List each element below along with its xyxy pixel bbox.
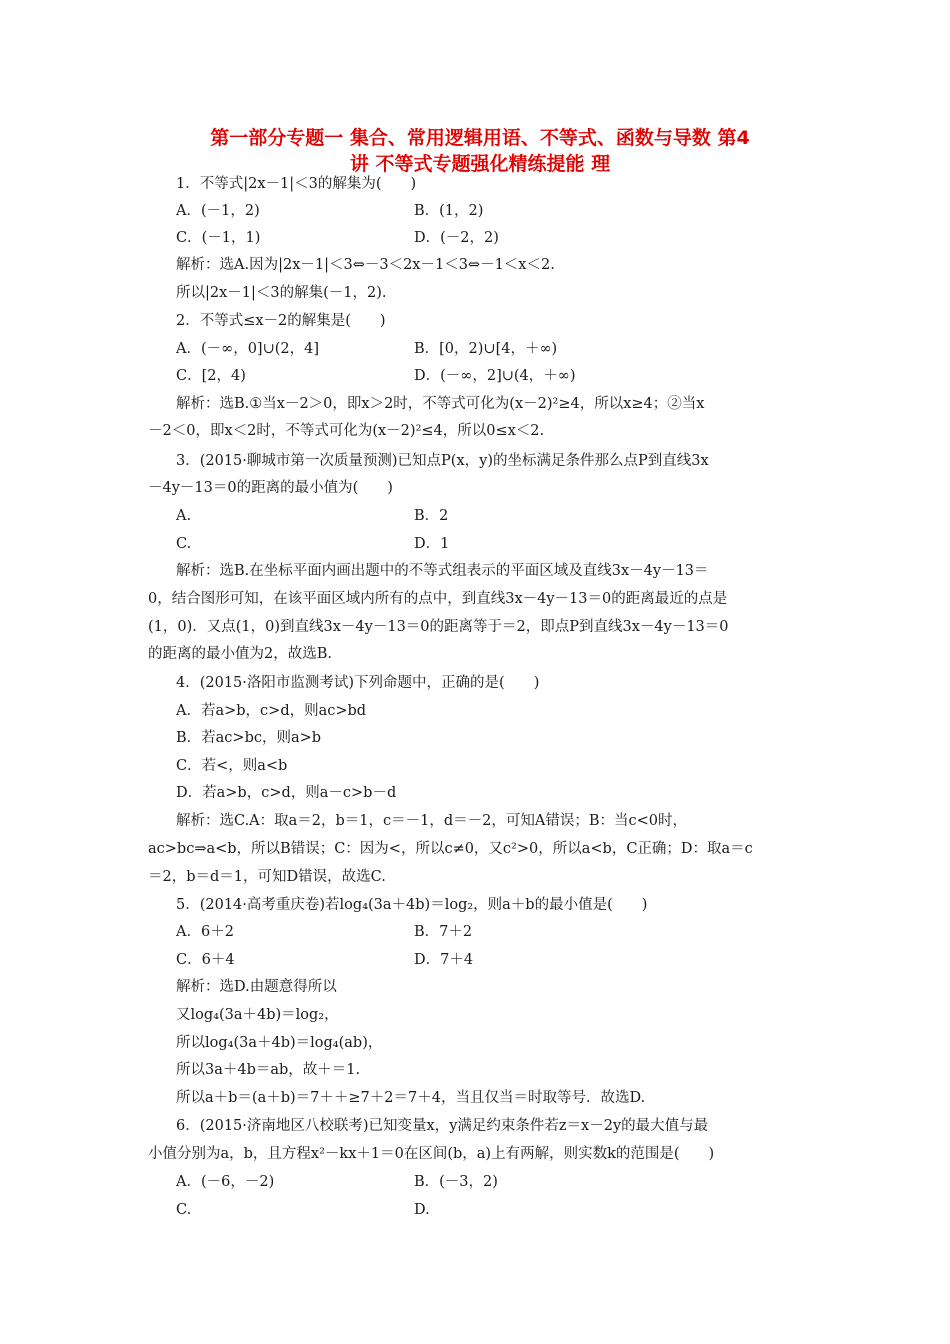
question-1-option-a: A．(－1，2) xyxy=(176,203,260,219)
question-4-solution-line-2: ac>bc⇒a<b，所以B错误；C：因为<，所以c≠0，又c²>0，所以a<b，C正确；D：取a＝c xyxy=(148,841,753,857)
question-1-stem: 1．不等式|2x－1|＜3的解集为( ) xyxy=(176,176,417,192)
question-4-solution-line-3: ＝2，b＝d＝1，可知D错误，故选C. xyxy=(148,869,386,885)
question-3-solution-line-3: (1，0)．又点(1，0)到直线3x－4y－13＝0的距离等于＝2，即点P到直线3x－4y－13＝0 xyxy=(148,619,729,635)
question-6-option-d: D. xyxy=(414,1202,430,1218)
question-5-option-a: A．6＋2 xyxy=(176,924,234,940)
question-4-option-d: D．若a>b，c>d，则a－c>b－d xyxy=(176,785,397,801)
question-5-option-c: C．6＋4 xyxy=(176,952,235,968)
question-4-option-a: A．若a>b，c>d，则ac>bd xyxy=(176,703,367,719)
question-4-solution-line-1: 解析：选C.A：取a＝2，b＝1，c＝－1，d＝－2，可知A错误；B：当c<0时， xyxy=(176,813,688,829)
question-3-option-c: C. xyxy=(176,536,192,552)
document-title-line-2: 讲 不等式专题强化精练提能 理 xyxy=(349,153,611,175)
question-4-option-c: C．若<，则a<b xyxy=(176,758,288,774)
question-5-solution-line-5: 所以a＋b＝(a＋b)＝7＋＋≥7＋2＝7＋4，当且仅当＝时取等号．故选D. xyxy=(176,1090,646,1106)
question-3-option-a: A. xyxy=(176,508,192,524)
question-5-option-d: D．7＋4 xyxy=(414,952,474,968)
question-5-option-b: B．7＋2 xyxy=(414,924,473,940)
question-6-option-c: C. xyxy=(176,1202,192,1218)
question-5-solution-line-1: 解析：选D.由题意得所以 xyxy=(176,979,337,995)
question-5-stem: 5．(2014·高考重庆卷)若log₄(3a＋4b)＝log₂，则a＋b的最小值是( ) xyxy=(176,897,648,913)
question-3-option-d: D．1 xyxy=(414,536,450,552)
question-3-stem-line-1: 3．(2015·聊城市第一次质量预测)已知点P(x，y)的坐标满足条件那么点P到直线3x xyxy=(176,453,709,469)
document-title-line-1: 第一部分专题一 集合、常用逻辑用语、不等式、函数与导数 第4 xyxy=(210,127,750,149)
question-4-stem: 4．(2015·洛阳市监测考试)下列命题中，正确的是( ) xyxy=(176,675,540,691)
question-3-solution-line-2: 0，结合图形可知，在该平面区域内所有的点中，到直线3x－4y－13＝0的距离最近的点是 xyxy=(148,591,728,607)
question-6-option-a: A．(－6，－2) xyxy=(176,1174,275,1190)
question-1-option-b: B．(1，2) xyxy=(414,203,484,219)
question-5-solution-line-3: 所以log₄(3a＋4b)＝log₄(ab)， xyxy=(176,1035,383,1051)
question-5-solution-line-4: 所以3a＋4b＝ab，故＋＝1. xyxy=(176,1062,361,1078)
question-2-option-b: B．[0，2)∪[4，＋∞) xyxy=(414,341,558,357)
question-2-solution-line-2: －2＜0，即x＜2时，不等式可化为(x－2)²≤4，所以0≤x＜2. xyxy=(148,423,545,439)
question-6-stem-line-2: 小值分别为a，b，且方程x²－kx＋1＝0在区间(b，a)上有两解，则实数k的范围是( ) xyxy=(148,1146,715,1162)
question-2-option-a: A．(－∞，0]∪(2，4] xyxy=(176,341,320,357)
question-3-option-b: B．2 xyxy=(414,508,449,524)
question-1-solution-line-2: 所以|2x－1|＜3的解集(－1，2). xyxy=(176,285,387,301)
question-4-option-b: B．若ac>bc，则a>b xyxy=(176,730,322,746)
question-3-solution-line-4: 的距离的最小值为2，故选B. xyxy=(148,646,332,662)
question-2-option-d: D．(－∞，2]∪(4，＋∞) xyxy=(414,368,576,384)
question-1-option-d: D．(－2，2) xyxy=(414,230,499,246)
question-6-option-b: B．(－3，2) xyxy=(414,1174,498,1190)
question-1-solution-line-1: 解析：选A.因为|2x－1|＜3⇔－3＜2x－1＜3⇔－1＜x＜2. xyxy=(176,257,555,273)
question-5-solution-line-2: 又log₄(3a＋4b)＝log₂， xyxy=(176,1007,339,1023)
question-3-solution-line-1: 解析：选B.在坐标平面内画出题中的不等式组表示的平面区域及直线3x－4y－13＝ xyxy=(176,563,709,579)
question-6-stem-line-1: 6．(2015·济南地区八校联考)已知变量x，y满足约束条件若z＝x－2y的最大值与最 xyxy=(176,1118,709,1134)
question-2-stem: 2．不等式≤x－2的解集是( ) xyxy=(176,313,386,329)
question-3-stem-line-2: －4y－13＝0的距离的最小值为( ) xyxy=(148,480,393,496)
question-2-option-c: C．[2，4) xyxy=(176,368,246,384)
question-1-option-c: C．(－1，1) xyxy=(176,230,261,246)
question-2-solution-line-1: 解析：选B.①当x－2＞0，即x＞2时，不等式可化为(x－2)²≥4，所以x≥4；②当x xyxy=(176,396,705,412)
